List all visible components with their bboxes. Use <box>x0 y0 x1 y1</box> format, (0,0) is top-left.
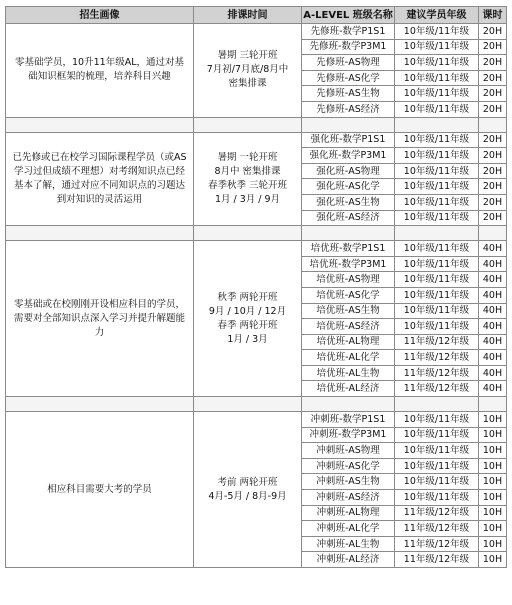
class-name-cell: 冲刺班-AS生物 <box>302 474 395 490</box>
class-name-cell: 冲刺班-AS经济 <box>302 490 395 506</box>
grade-cell: 11年级/12年级 <box>395 505 479 521</box>
spacer-cell <box>479 397 507 412</box>
grade-cell: 11年级/12年级 <box>395 381 479 397</box>
class-name-cell: 培优班-AS物理 <box>302 272 395 288</box>
table-header <box>6 7 507 24</box>
class-name-cell: 先修班-AS经济 <box>302 101 395 117</box>
spacer-cell <box>6 397 194 412</box>
schedule-line: 4月-5月 / 8月-9月 <box>208 490 287 502</box>
schedule-line: 1月 / 3月 <box>227 333 268 345</box>
header-class-name: A-LEVEL 班级名称 <box>302 7 395 24</box>
spacer-cell <box>395 117 479 132</box>
table-row <box>6 132 507 148</box>
class-name-cell: 先修班-数学P3M1 <box>302 39 395 55</box>
student-profile-cell: 零基础或在校刚刚开设相应科目的学员，需要对全部知识点深入学习并提升解题能力 <box>6 241 194 397</box>
grade-cell: 11年级/12年级 <box>395 350 479 366</box>
class-name-cell: 冲刺班-AL生物 <box>302 536 395 552</box>
grade-cell: 10年级/11年级 <box>395 256 479 272</box>
grade-cell: 10年级/11年级 <box>395 24 479 40</box>
schedule-cell <box>194 241 302 397</box>
grade-cell: 10年级/11年级 <box>395 241 479 257</box>
grade-cell: 10年级/11年级 <box>395 148 479 164</box>
spacer-cell <box>302 397 395 412</box>
hours-cell: 40H <box>479 287 507 303</box>
schedule-line: 8月中 密集排课 <box>214 165 281 177</box>
hours-cell: 20H <box>479 39 507 55</box>
hours-cell: 10H <box>479 536 507 552</box>
header-schedule: 排课时间 <box>194 7 302 24</box>
class-name-cell: 培优班-AL化学 <box>302 350 395 366</box>
header-profile: 招生画像 <box>6 7 194 24</box>
schedule-cell <box>194 412 302 568</box>
hours-cell: 20H <box>479 194 507 210</box>
table-row <box>6 24 507 40</box>
hours-cell: 40H <box>479 241 507 257</box>
grade-cell: 10年级/11年级 <box>395 427 479 443</box>
block-spacer <box>6 226 507 241</box>
class-name-cell: 培优班-AL物理 <box>302 334 395 350</box>
schedule-cell <box>194 24 302 118</box>
table-body <box>6 24 507 568</box>
schedule-line: 密集排课 <box>228 78 267 90</box>
class-name-cell: 强化班-AS物理 <box>302 163 395 179</box>
class-name-cell: 培优班-AS经济 <box>302 319 395 335</box>
class-name-cell: 培优班-数学P3M1 <box>302 256 395 272</box>
class-name-cell: 先修班-AS物理 <box>302 55 395 71</box>
hours-cell: 20H <box>479 132 507 148</box>
schedule-line: 暑期 一轮开班 <box>217 151 278 163</box>
student-profile-cell: 已先修或已在校学习国际课程学员（或AS学习过但成绩不理想）对考纲知识点已经基本了解，通过对应不同知识点的习题达到对知识的灵活运用 <box>6 132 194 226</box>
hours-cell: 40H <box>479 365 507 381</box>
class-name-cell: 冲刺班-AL物理 <box>302 505 395 521</box>
hours-cell: 10H <box>479 552 507 568</box>
hours-cell: 40H <box>479 350 507 366</box>
hours-cell: 10H <box>479 521 507 537</box>
schedule-line: 7月初/7月底/8月中 <box>206 64 289 76</box>
hours-cell: 10H <box>479 505 507 521</box>
student-profile-cell: 相应科目需要大考的学员 <box>6 412 194 568</box>
class-name-cell: 强化班-AS生物 <box>302 194 395 210</box>
grade-cell: 11年级/12年级 <box>395 334 479 350</box>
hours-cell: 20H <box>479 70 507 86</box>
header-hours: 课时 <box>479 7 507 24</box>
hours-cell: 10H <box>479 474 507 490</box>
grade-cell: 10年级/11年级 <box>395 287 479 303</box>
class-name-cell: 强化班-数学P1S1 <box>302 132 395 148</box>
hours-cell: 10H <box>479 443 507 459</box>
class-name-cell: 培优班-AS化学 <box>302 287 395 303</box>
spacer-cell <box>194 117 302 132</box>
grade-cell: 10年级/11年级 <box>395 86 479 102</box>
hours-cell: 20H <box>479 210 507 226</box>
schedule-line: 考前 两轮开班 <box>217 476 278 488</box>
grade-cell: 10年级/11年级 <box>395 412 479 428</box>
schedule-line: 1月 / 3月 / 9月 <box>214 193 281 205</box>
schedule-line: 春季秋季 三轮开班 <box>207 179 288 191</box>
class-name-cell: 先修班-AS生物 <box>302 86 395 102</box>
class-name-cell: 培优班-AL生物 <box>302 365 395 381</box>
spacer-cell <box>6 117 194 132</box>
table-row <box>6 241 507 257</box>
hours-cell: 10H <box>479 427 507 443</box>
class-name-cell: 强化班-AS经济 <box>302 210 395 226</box>
class-name-cell: 冲刺班-AS化学 <box>302 458 395 474</box>
grade-cell: 10年级/11年级 <box>395 70 479 86</box>
grade-cell: 10年级/11年级 <box>395 319 479 335</box>
grade-cell: 11年级/12年级 <box>395 521 479 537</box>
hours-cell: 20H <box>479 86 507 102</box>
hours-cell: 40H <box>479 272 507 288</box>
grade-cell: 10年级/11年级 <box>395 490 479 506</box>
hours-cell: 10H <box>479 490 507 506</box>
class-name-cell: 强化班-AS化学 <box>302 179 395 195</box>
grade-cell: 10年级/11年级 <box>395 443 479 459</box>
grade-cell: 11年级/12年级 <box>395 536 479 552</box>
hours-cell: 40H <box>479 303 507 319</box>
class-name-cell: 冲刺班-AL化学 <box>302 521 395 537</box>
schedule-cell <box>194 132 302 226</box>
grade-cell: 10年级/11年级 <box>395 474 479 490</box>
spacer-cell <box>479 117 507 132</box>
hours-cell: 20H <box>479 163 507 179</box>
class-name-cell: 冲刺班-AS物理 <box>302 443 395 459</box>
block-spacer <box>6 117 507 132</box>
hours-cell: 20H <box>479 55 507 71</box>
hours-cell: 40H <box>479 334 507 350</box>
grade-cell: 10年级/11年级 <box>395 163 479 179</box>
table-row <box>6 412 507 428</box>
spacer-cell <box>395 397 479 412</box>
class-name-cell: 培优班-AL经济 <box>302 381 395 397</box>
grade-cell: 10年级/11年级 <box>395 303 479 319</box>
hours-cell: 20H <box>479 179 507 195</box>
student-profile-cell: 零基础学员，10升11年级AL，通过对基础知识框架的梳理，培养科目兴趣 <box>6 24 194 118</box>
grade-cell: 10年级/11年级 <box>395 101 479 117</box>
spacer-cell <box>194 226 302 241</box>
class-name-cell: 先修班-数学P1S1 <box>302 24 395 40</box>
spacer-cell <box>395 226 479 241</box>
class-name-cell: 先修班-AS化学 <box>302 70 395 86</box>
spacer-cell <box>479 226 507 241</box>
class-name-cell: 培优班-数学P1S1 <box>302 241 395 257</box>
block-spacer <box>6 397 507 412</box>
hours-cell: 10H <box>479 412 507 428</box>
spacer-cell <box>302 117 395 132</box>
class-name-cell: 冲刺班-数学P3M1 <box>302 427 395 443</box>
grade-cell: 10年级/11年级 <box>395 194 479 210</box>
grade-cell: 11年级/12年级 <box>395 365 479 381</box>
class-name-cell: 冲刺班-数学P1S1 <box>302 412 395 428</box>
grade-cell: 10年级/11年级 <box>395 55 479 71</box>
grade-cell: 10年级/11年级 <box>395 132 479 148</box>
hours-cell: 20H <box>479 24 507 40</box>
class-name-cell: 强化班-数学P3M1 <box>302 148 395 164</box>
hours-cell: 10H <box>479 458 507 474</box>
schedule-line: 暑期 三轮开班 <box>217 50 278 62</box>
schedule-line: 春季 两轮开班 <box>217 319 278 331</box>
spacer-cell <box>302 226 395 241</box>
class-name-cell: 冲刺班-AL经济 <box>302 552 395 568</box>
hours-cell: 40H <box>479 256 507 272</box>
spacer-cell <box>194 397 302 412</box>
grade-cell: 10年级/11年级 <box>395 39 479 55</box>
spacer-cell <box>6 226 194 241</box>
class-name-cell: 培优班-AS生物 <box>302 303 395 319</box>
grade-cell: 10年级/11年级 <box>395 210 479 226</box>
hours-cell: 40H <box>479 319 507 335</box>
hours-cell: 40H <box>479 381 507 397</box>
hours-cell: 20H <box>479 148 507 164</box>
schedule-line: 秋季 两轮开班 <box>217 291 278 303</box>
grade-cell: 11年级/12年级 <box>395 552 479 568</box>
course-table <box>5 6 507 568</box>
grade-cell: 10年级/11年级 <box>395 179 479 195</box>
grade-cell: 10年级/11年级 <box>395 458 479 474</box>
schedule-line: 9月 / 10月 / 12月 <box>208 305 287 317</box>
grade-cell: 10年级/11年级 <box>395 272 479 288</box>
hours-cell: 20H <box>479 101 507 117</box>
header-grade: 建议学员年级 <box>395 7 479 24</box>
